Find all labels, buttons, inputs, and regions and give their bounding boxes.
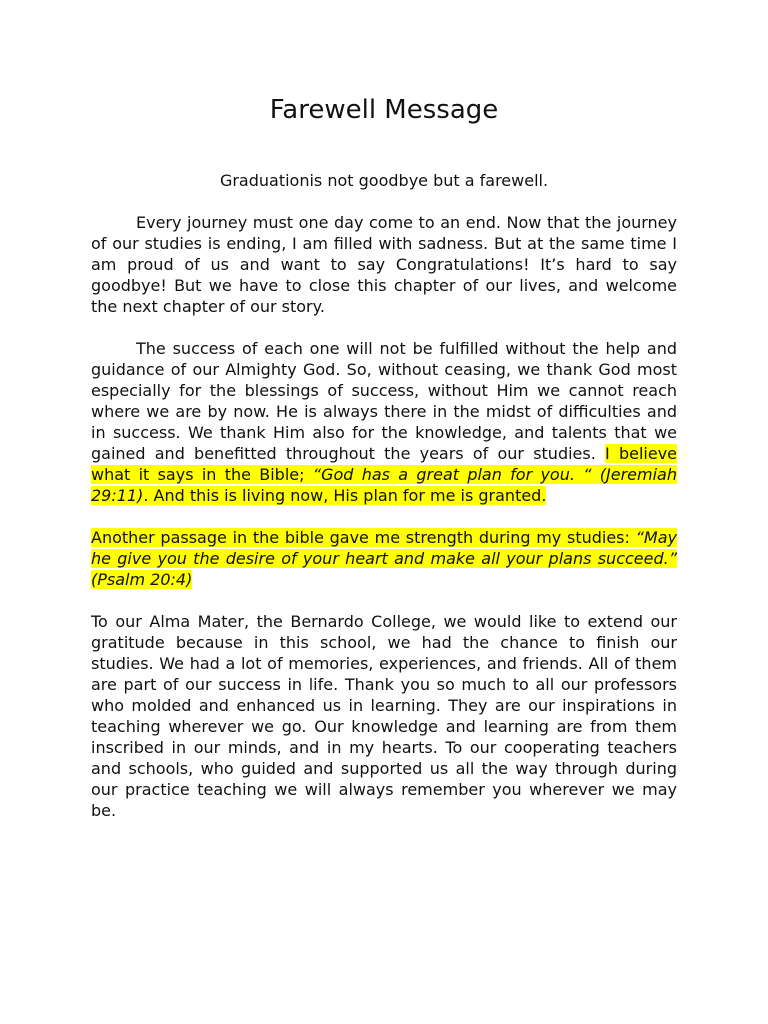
paragraph-passage bbox=[91, 527, 677, 590]
paragraph-success bbox=[91, 338, 677, 506]
paragraph-alma-mater: To our Alma Mater, the Bernardo College, we would like to extend our gratitude because in this school, we had the chance to finish our studies. We had a lot of memories, experiences, and friends. All of them are part of our success in life. Thank you so much to all our professors who molded and enhanced us in learning. They are our inspirations in teaching wherever we go. Our knowledge and learning are from them inscribed in our minds, and in my hearts. To our cooperating teachers and schools, who guided and supported us all the way through during our practice teaching we will always remember you wherever we may be. bbox=[91, 612, 677, 820]
paragraph-journey: Every journey must one day come to an end. Now that the journey of our studies is ending, I am filled with sadness. But at the same time I am proud of us and want to say Congratulations! It’s hard to say goodbye! But we have to close this chapter of our lives, and welcome the next chapter of our story. bbox=[91, 213, 677, 316]
highlight-psalm-quote: “May he give you the desire of your heart and make all your plans succeed.” (Psalm 20:4) bbox=[91, 528, 677, 589]
document-subtitle: Graduationis not goodbye but a farewell. bbox=[219, 171, 549, 190]
highlight-bible-lead: I believe what it says in the Bible; bbox=[91, 444, 678, 484]
highlight-plan-granted: . And this is living now, His plan for me is granted. bbox=[143, 486, 547, 505]
document-title: Farewell Message bbox=[269, 95, 499, 125]
highlight-jeremiah-quote: “God has a great plan for you. “ (Jeremiah 29:11) bbox=[91, 465, 677, 505]
highlight-passage-lead: Another passage in the bible gave me strength during my studies: bbox=[91, 528, 636, 547]
paragraph-success-text: The success of each one will not be fulfilled without the help and guidance of our Almighty God. So, without ceasing, we thank God most especially for the blessings of success, without Him we cannot reach where we are by now. He is always there in the midst of difficulties and in success. We thank Him also for the knowledge, and talents that we gained and benefitted throughout the years of our studies. bbox=[91, 339, 677, 463]
